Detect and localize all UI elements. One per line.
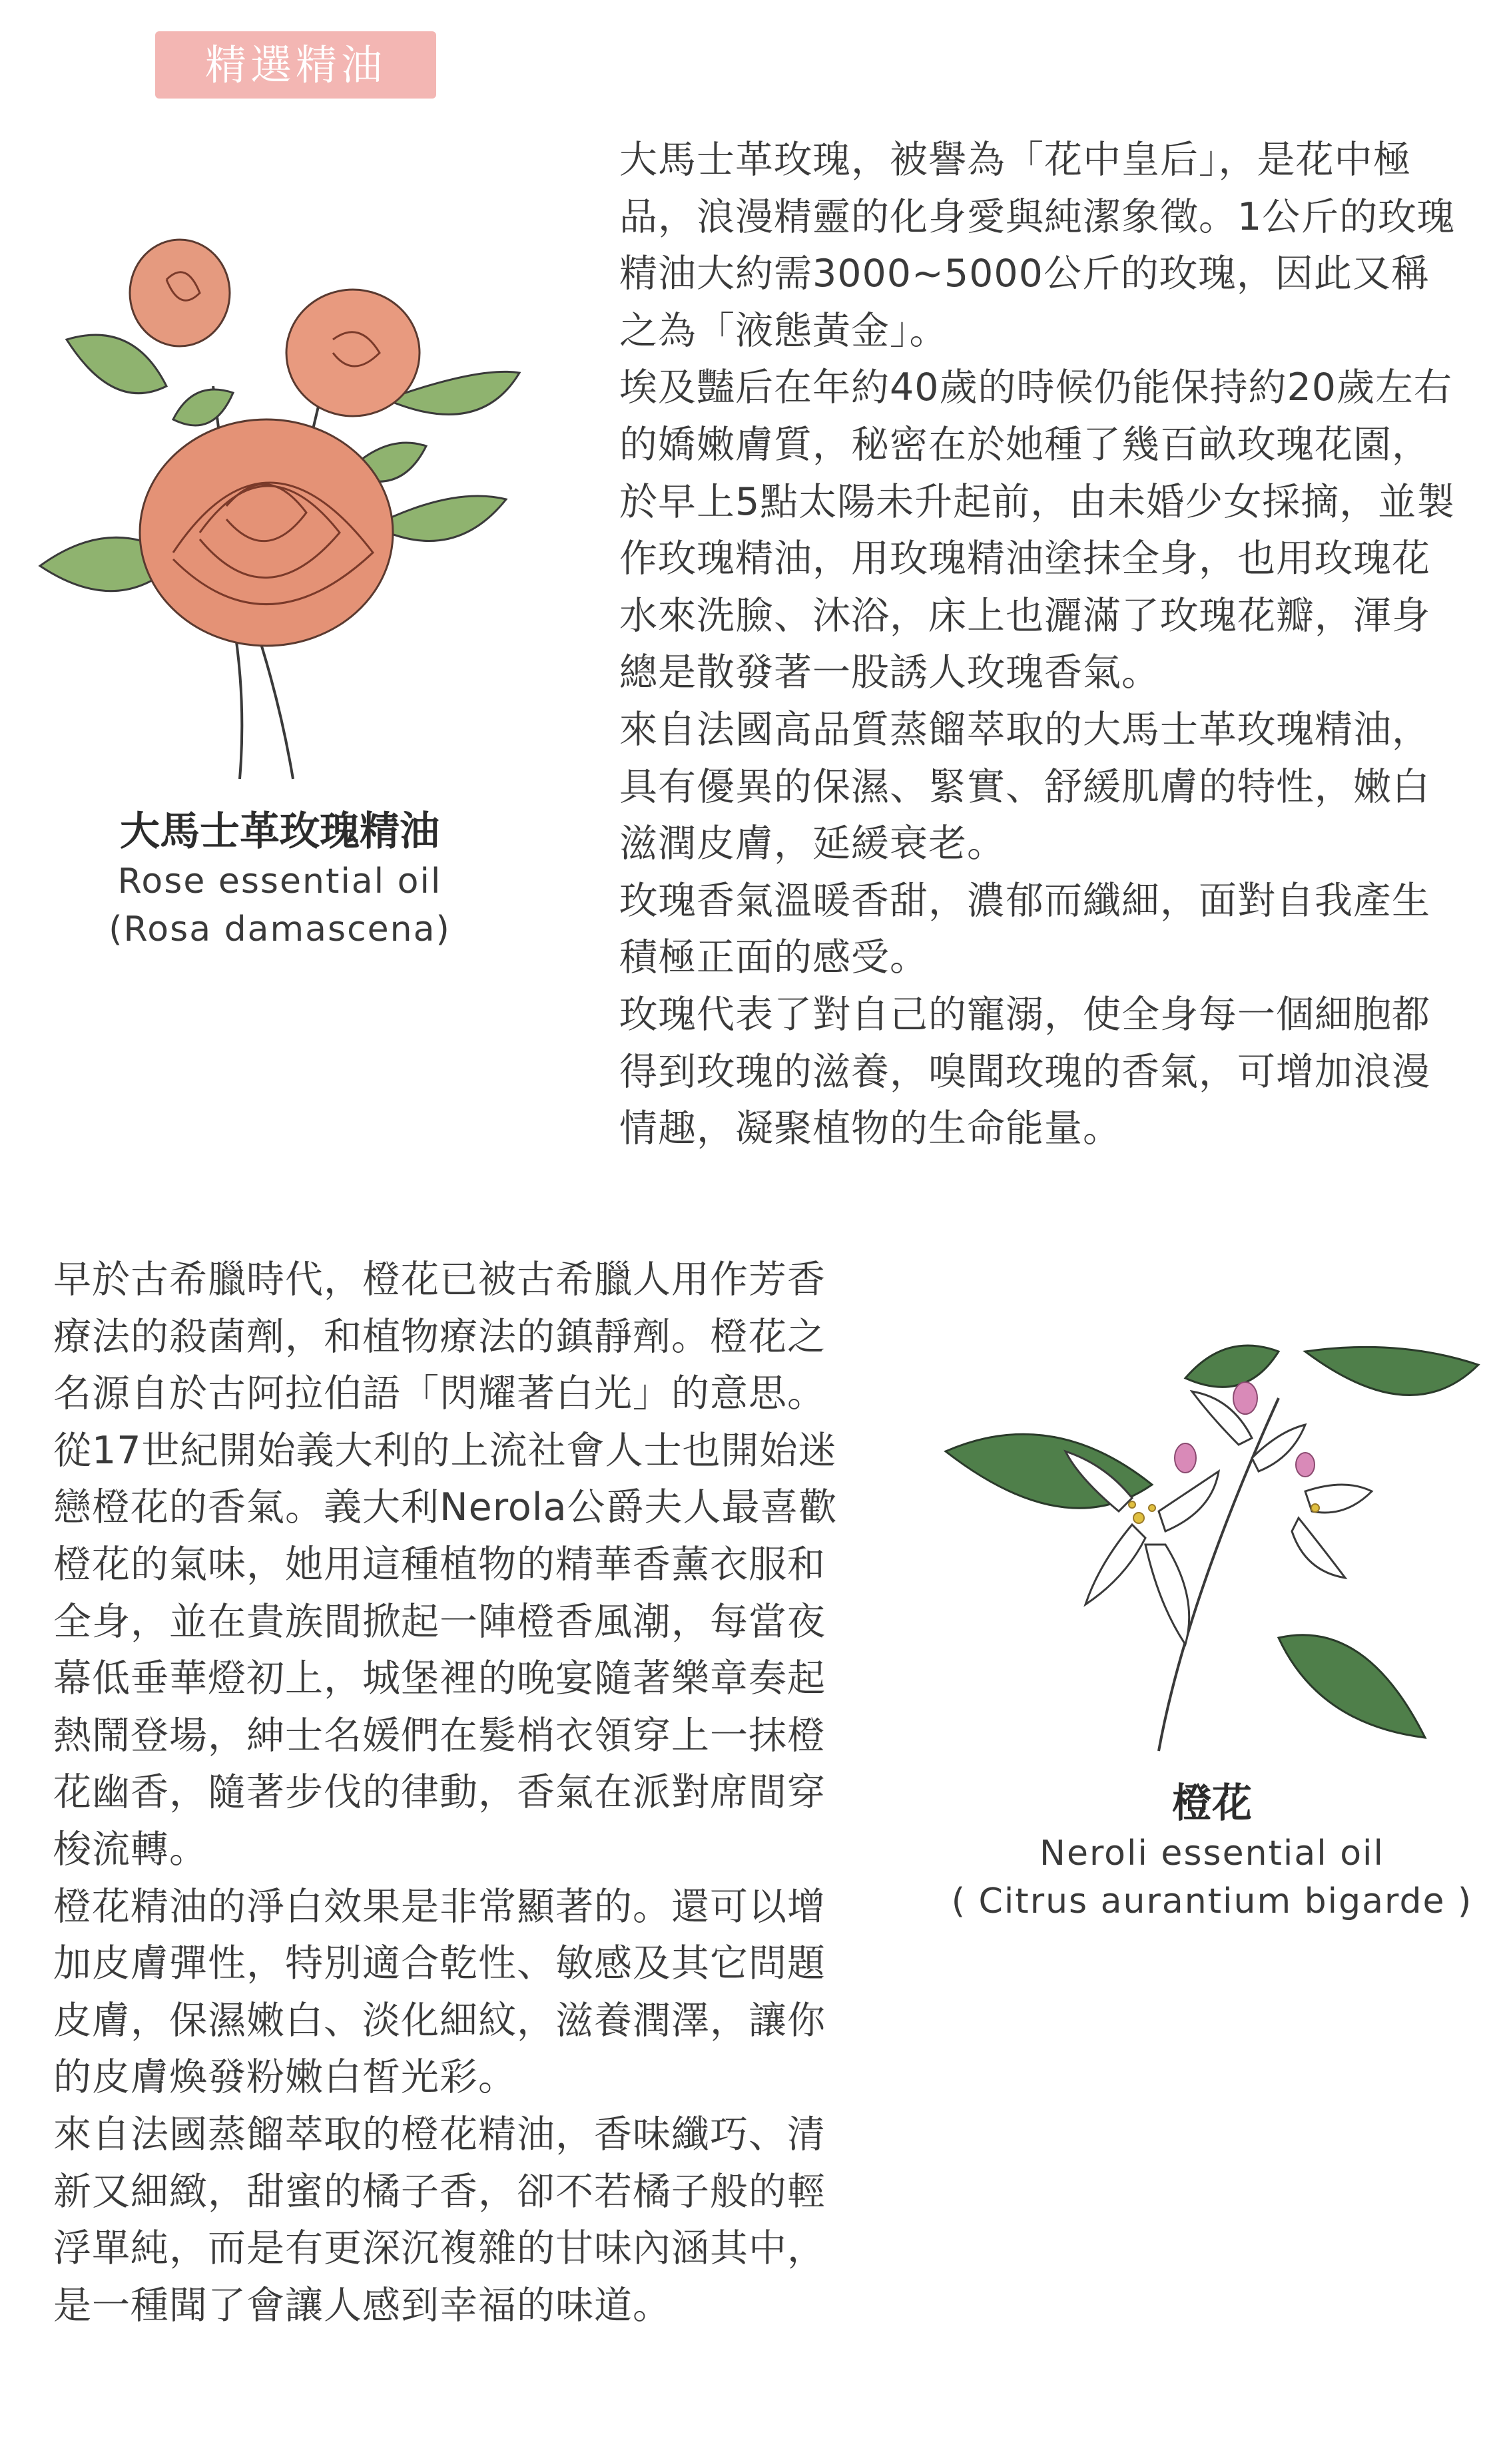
neroli-name-zh: 橙花 xyxy=(1172,1780,1252,1827)
neroli-name-en: Neroli essential oil xyxy=(1040,1834,1384,1873)
rose-paragraph: 埃及豔后在年約40歲的時候仍能保持約20歲左右的嬌嫩膚質，秘密在於她種了幾百畝玫瑰花園，於早上5點太陽未升起前，由未婚少女採摘，並製作玫瑰精油，用玫瑰精油塗抹全身，也用玫瑰花水來洗臉、沐浴，床上也灑滿了玫瑰花瓣，渾身總是散發著一股誘人玫瑰香氣。 xyxy=(619,366,1456,695)
rose-illustration xyxy=(13,220,546,792)
neroli-paragraph: 來自法國蒸餾萃取的橙花精油，香味纖巧、清新又細緻，甜蜜的橘子香，卻不若橘子般的輕浮單純，而是有更深沉複雜的甘味內涵其中，是一種聞了會讓人感到幸福的味道。 xyxy=(53,2112,826,2328)
rose-description xyxy=(619,132,1458,1158)
rose-paragraph: 玫瑰代表了對自己的寵溺，使全身每一個細胞都得到玫瑰的滋養，嗅聞玫瑰的香氣，可增加浪漫情趣，凝聚植物的生命能量。 xyxy=(619,992,1430,1151)
rose-latin-name: (Rosa damascena) xyxy=(109,909,451,949)
rose-name-en: Rose essential oil xyxy=(117,862,442,901)
neroli-caption xyxy=(926,1778,1497,1925)
rose-caption xyxy=(40,806,519,953)
rose-paragraph: 玫瑰香氣溫暖香甜，濃郁而纖細，面對自我產生積極正面的感受。 xyxy=(619,878,1430,980)
neroli-paragraph: 橙花精油的淨白效果是非常顯著的。還可以增加皮膚彈性，特別適合乾性、敏感及其它問題皮膚，保濕嫩白、淡化細紋，滋養潤澤，讓你的皮膚煥發粉嫩白皙光彩。 xyxy=(53,1884,826,2100)
rose-paragraph: 大馬士革玫瑰，被譽為「花中皇后」，是花中極品，浪漫精靈的化身愛與純潔象徵。1公斤的玫瑰精油大約需3000~5000公斤的玫瑰，因此又稱之為「液態黃金」。 xyxy=(619,138,1456,353)
neroli-paragraph: 從17世紀開始義大利的上流社會人士也開始迷戀橙花的香氣。義大利Nerola公爵夫人最喜歡橙花的氣味，她用這種植物的精華香薰衣服和全身，並在貴族間掀起一陣橙香風潮，每當夜幕低垂華燈初上，城堡裡的晚宴隨著樂章奏起熱鬧登場，紳士名媛們在髮梢衣領穿上一抹橙花幽香，隨著步伐的律動，香氣在派對席間穿梭流轉。 xyxy=(53,1428,838,1871)
neroli-description xyxy=(53,1252,859,2334)
rose-name-zh: 大馬士革玫瑰精油 xyxy=(120,808,440,855)
neroli-paragraph: 早於古希臘時代，橙花已被古希臘人用作芳香療法的殺菌劑，和植物療法的鎮靜劑。橙花之名源自於古阿拉伯語「閃耀著白光」的意思。 xyxy=(53,1258,826,1416)
section-badge: 精選精油 xyxy=(155,31,436,99)
rose-paragraph: 來自法國高品質蒸餾萃取的大馬士革玫瑰精油，具有優異的保濕、緊實、舒緩肌膚的特性，嫩白滋潤皮膚，延緩衰老。 xyxy=(619,707,1430,866)
neroli-illustration xyxy=(932,1325,1492,1764)
neroli-latin-name: ( Citrus aurantium bigarde ) xyxy=(951,1881,1473,1921)
